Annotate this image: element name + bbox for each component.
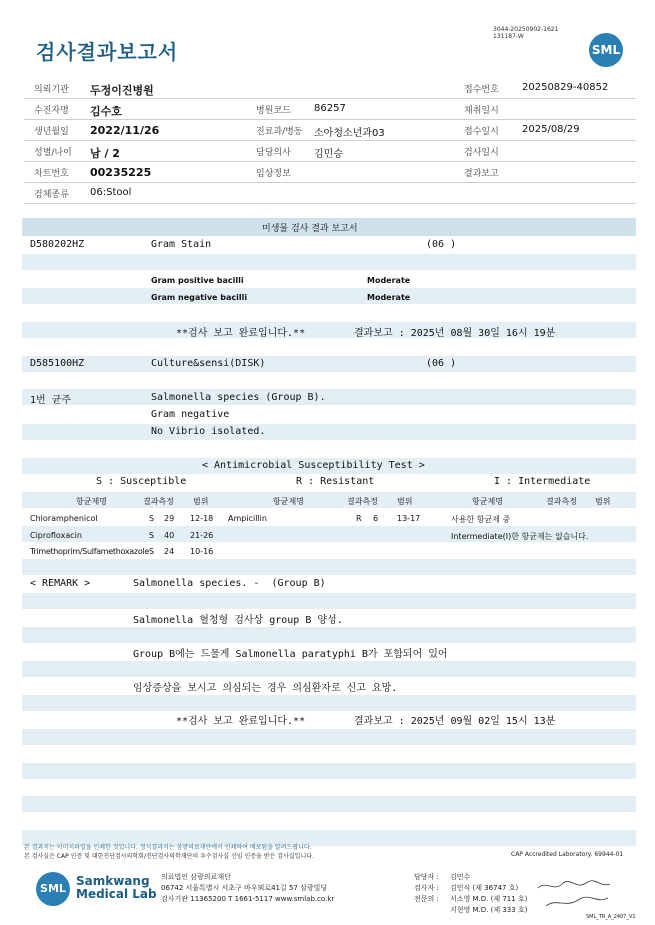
col-result: 결과측정	[143, 497, 174, 506]
band	[22, 254, 636, 270]
pathologist-name: 지현영 M.D. (제 333 호)	[450, 906, 528, 914]
pathologist-label: 전문의 :	[414, 895, 439, 903]
remark-line: Salmonella species. - (Group B)	[133, 578, 326, 589]
test-name: Culture&sensi(DISK)	[151, 358, 266, 369]
report-time: 결과보고 : 2025년 08월 30일 16시 19분	[354, 328, 556, 339]
gram-negative: Gram negative bacilli	[151, 293, 248, 302]
specimen-code: (06 )	[426, 358, 457, 369]
dob: 2022/11/26	[90, 124, 160, 137]
remark-line: 임상증상을 보시고 의심되는 경우 의심환자로 신고 요망.	[133, 683, 398, 694]
ast-title: < Antimicrobial Susceptibility Test >	[202, 460, 425, 471]
info-row: 생년월일 2022/11/26 진료과/병동 소아청소년과03 접수일시 2025/08/29	[24, 120, 636, 141]
hospital-name: 두정이진병원	[90, 84, 154, 97]
ast-note: 사용한 항균제 중	[451, 515, 511, 524]
organism-line: No Vibrio isolated.	[151, 426, 266, 437]
sml-logo: SML	[36, 872, 70, 906]
band	[22, 559, 636, 575]
test-code: D580202HZ	[30, 239, 85, 250]
chart-number: 00235225	[90, 166, 152, 179]
ast-range: 13-17	[397, 514, 421, 523]
ast-value: 24	[164, 547, 175, 556]
band	[22, 796, 636, 812]
info-row: 검체종류 06:Stool	[24, 183, 636, 204]
section-title: 미생물 검사 결과 보고서	[262, 224, 358, 234]
ast-note: Intermediate(I)한 항균제는 없습니다.	[451, 532, 589, 541]
info-row: 성별/나이 남 / 2 담당의사 김민승 검사일시	[24, 141, 636, 162]
legend-resistant: R : Resistant	[296, 476, 375, 487]
ast-drug: Chloramphenicol	[30, 514, 98, 523]
col-range: 범위	[193, 497, 209, 506]
specimen: 06:Stool	[90, 187, 132, 198]
ast-drug: Ciprofloxacin	[30, 531, 82, 540]
ast-range: 10-16	[190, 547, 214, 556]
band	[22, 492, 636, 508]
col-result: 결과측정	[347, 497, 378, 506]
tester-label: 검사자 :	[414, 884, 439, 892]
ast-drug: Trimethoprim/Sulfamethoxazole	[30, 547, 149, 556]
document-id: 3044-20250902-1621 131187-W	[493, 26, 559, 40]
sml-logo: SML	[589, 33, 623, 67]
gram-positive-value: Moderate	[367, 276, 411, 285]
specimen-code: (06 )	[426, 239, 457, 250]
page-title: 검사결과보고서	[36, 40, 179, 64]
department: 소아청소년과03	[314, 128, 385, 139]
col-drug: 항균제명	[273, 497, 304, 506]
doctor: 김민승	[314, 149, 343, 160]
info-row: 수진자명 김수호 병원코드 86257 채취일시	[24, 99, 636, 120]
org-address: 06742 서울특별시 서초구 바우뫼로41길 57 삼광빌딩	[161, 884, 328, 892]
col-range: 범위	[595, 497, 611, 506]
tester-name: 김민식 (제 36747 호)	[450, 884, 519, 892]
info-row: 의뢰기관 두정이진병원 접수번호 20250829-40852	[24, 78, 636, 99]
col-drug: 항균제명	[472, 497, 503, 506]
band	[22, 288, 636, 304]
ast-value: 40	[164, 531, 175, 540]
remark-line: Salmonella 혈청형 검사상 group B 양성.	[133, 615, 343, 626]
org-name: 의료법인 삼광의료재단	[161, 873, 231, 881]
band	[22, 424, 636, 440]
gram-negative-value: Moderate	[367, 293, 411, 302]
ast-sir: S	[149, 547, 155, 556]
legend-susceptible: S : Susceptible	[96, 476, 187, 487]
legend-intermediate: I : Intermediate	[494, 476, 591, 487]
form-id: SML_TR_A_2407_V1	[586, 914, 636, 920]
col-range: 범위	[397, 497, 413, 506]
organism-line: Gram negative	[151, 409, 230, 420]
band	[22, 661, 636, 677]
hospital-code: 86257	[314, 103, 346, 114]
staff-name: 김민수	[450, 873, 471, 881]
band	[22, 593, 636, 609]
test-name: Gram Stain	[151, 239, 212, 250]
org-contact: 검사기관 11365200 T 1661-5117 www.smlab.co.kr	[161, 895, 335, 903]
remark-line: Group B에는 드물게 Salmonella paratyphi B가 포함되어 있어	[133, 649, 448, 660]
band	[22, 763, 636, 779]
report-time: 결과보고 : 2025년 09월 02일 15시 13분	[354, 716, 556, 727]
band	[22, 729, 636, 745]
notice: 본 결과지는 이미지파일을 인쇄한 것입니다. 정식결과지는 삼광의료재단에서 인쇄하여 배포됨을 알려드립니다.	[24, 844, 312, 851]
pathologist-name: 서소영 M.D. (제 711 호)	[450, 895, 528, 903]
band	[22, 695, 636, 711]
band	[22, 627, 636, 643]
gram-positive: Gram positive bacilli	[151, 276, 244, 285]
ast-drug: Ampicillin	[228, 514, 267, 523]
remark-label: < REMARK >	[30, 578, 91, 589]
ast-value: 29	[164, 514, 175, 523]
company-name: Samkwang Medical Lab	[76, 874, 157, 901]
notice: 본 검사실은 CAP 인증 및 대한진단검사의학회/진단검사의학재단의 우수검사실 신임 인증을 받은 검사실입니다.	[24, 853, 314, 860]
info-row: 차트번호 00235225 임상정보 결과보고	[24, 162, 636, 183]
band	[22, 389, 636, 405]
ast-range: 12-18	[190, 514, 214, 523]
ast-value: 6	[373, 514, 379, 523]
ast-sir: S	[149, 531, 155, 540]
test-code: D585100HZ	[30, 358, 85, 369]
ast-sir: S	[149, 514, 155, 523]
report-complete: **검사 보고 완료입니다.**	[176, 716, 306, 727]
cap-accreditation: CAP Accredited Laboratory. 69944-01	[511, 851, 624, 858]
receipt-date: 2025/08/29	[522, 124, 580, 135]
signature-icon	[536, 878, 616, 912]
patient-name: 김수호	[90, 105, 122, 118]
col-drug: 항균제명	[76, 497, 107, 506]
staff-label: 담당자 :	[414, 873, 439, 881]
sex-age: 남 / 2	[90, 147, 120, 160]
band	[22, 356, 636, 372]
col-result: 결과측정	[546, 497, 577, 506]
report-complete: **검사 보고 완료입니다.**	[176, 328, 306, 339]
ast-sir: R	[356, 514, 362, 523]
organism-label: 1번 균주	[30, 395, 72, 406]
organism-line: Salmonella species (Group B).	[151, 392, 326, 403]
ast-range: 21-26	[190, 531, 214, 540]
receipt-number: 20250829-40852	[522, 82, 609, 93]
